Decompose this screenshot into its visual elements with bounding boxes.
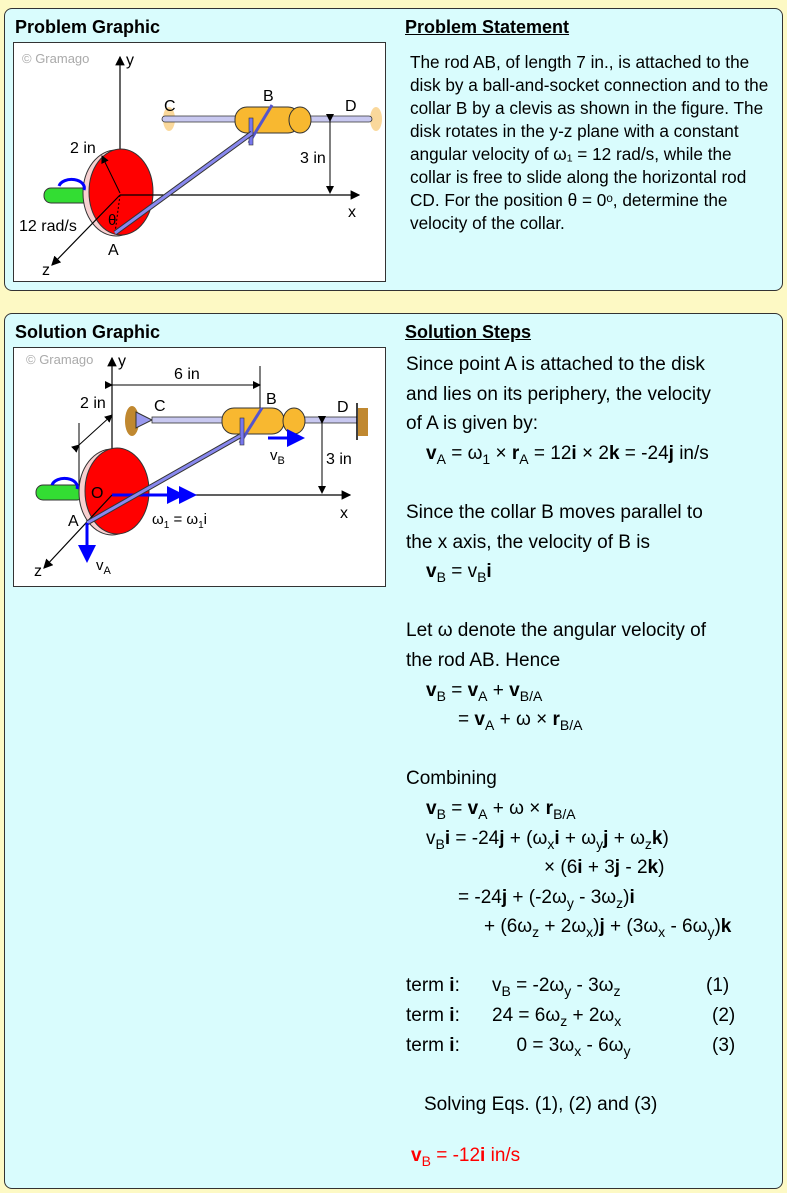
math-segment: i <box>486 561 492 583</box>
math-segment: 1 <box>482 450 491 467</box>
solution-steps <box>406 350 781 1171</box>
math-segment: : <box>454 1034 460 1056</box>
math-segment: B <box>501 983 511 1000</box>
final-answer <box>406 1141 781 1171</box>
math-segment: k <box>647 857 659 879</box>
math-segment: j <box>603 827 609 849</box>
problem-figure <box>14 43 385 281</box>
math-segment: - 3ω <box>573 886 617 908</box>
label-d: D <box>345 98 357 115</box>
z-label: z <box>42 262 50 279</box>
math-segment: v <box>509 679 520 701</box>
math-segment: i <box>571 442 577 464</box>
step-text: Let ω denote the angular velocity of <box>406 620 707 642</box>
math-segment: + ω × <box>494 709 553 731</box>
vb-label: $v_B$ <box>270 447 285 467</box>
math-segment: B/A <box>519 687 543 704</box>
math-segment: + 2ω <box>539 916 587 938</box>
z-label: z <box>34 563 42 580</box>
math-segment: in/s <box>485 1145 521 1167</box>
math-segment: y <box>596 835 604 852</box>
math-segment: i <box>554 827 560 849</box>
math-segment: A <box>519 450 529 467</box>
math-segment: i <box>480 1145 486 1167</box>
math-segment: v <box>467 679 479 701</box>
math-segment: j <box>499 827 505 849</box>
math-segment: j <box>668 442 674 464</box>
term-equation-2: term i: $24 = 6\omega_z + 2\omega_x$ (2) <box>406 1005 736 1030</box>
math-segment: = ω <box>445 442 483 464</box>
y-label: y <box>118 353 126 370</box>
math-segment: r <box>545 797 554 819</box>
math-segment: term <box>406 1034 450 1056</box>
math-segment: k <box>608 442 620 464</box>
math-segment: x <box>586 924 594 941</box>
watermark: © Gramago <box>22 51 90 66</box>
math-segment: A <box>478 805 488 822</box>
math-segment: ) <box>658 857 665 879</box>
math-segment: r <box>552 709 560 731</box>
math-segment: : <box>454 975 460 997</box>
math-segment: i <box>449 975 455 997</box>
solution-graphic <box>13 347 386 587</box>
radius-label: 2 in <box>70 140 96 157</box>
math-segment: j <box>614 857 621 879</box>
math-segment: = -24 <box>619 442 669 464</box>
math-segment: i <box>577 857 583 879</box>
step-text: and lies on its periphery, the velocity <box>406 383 711 405</box>
math-segment: z <box>644 835 652 852</box>
step-text: Combining <box>406 768 497 790</box>
math-segment: ) <box>714 916 721 938</box>
solution-figure <box>14 348 385 586</box>
omega1-label: $\omega_1 = \omega_1i$ <box>152 511 207 531</box>
math-segment: = <box>445 679 468 701</box>
equation-va <box>406 439 781 469</box>
math-segment: v <box>474 709 485 731</box>
step-text: the x axis, the velocity of B is <box>406 531 650 553</box>
y-label: y <box>126 52 134 69</box>
math-segment: = -24 <box>458 886 502 908</box>
math-segment: - 6ω <box>665 916 708 938</box>
math-segment: y <box>566 894 574 911</box>
problem-statement-title: Problem Statement <box>405 17 570 37</box>
problem-panel <box>4 8 783 291</box>
solution-panel <box>4 313 783 1189</box>
equation-expanded <box>406 824 781 854</box>
x-dimension-label: 6 in <box>174 366 200 383</box>
math-segment: B/A <box>553 805 576 822</box>
math-segment: v <box>426 442 437 464</box>
term-equation-3: term i: $0 = 3\omega_x - 6\omega_y$ (3) <box>406 1034 736 1059</box>
label-b: B <box>266 391 277 408</box>
math-segment: v <box>426 797 437 819</box>
equation-vb <box>406 557 781 587</box>
math-segment: = -24 <box>450 827 500 849</box>
math-segment: = <box>445 797 468 819</box>
term-equation-1: term i: $v_B = -2\omega_y - 3\omega_z$ (1) <box>406 975 730 1000</box>
math-segment: = -12 <box>430 1145 481 1167</box>
math-segment: = -2ω <box>510 975 565 997</box>
math-segment: y <box>564 983 572 1000</box>
math-segment: y <box>623 1042 631 1059</box>
math-segment: + 2ω <box>567 1005 615 1027</box>
label-o: O <box>91 485 104 502</box>
math-segment: B <box>421 1153 431 1170</box>
equation-relative-velocity <box>406 676 781 706</box>
math-segment: y <box>707 924 715 941</box>
math-segment: + (3ω <box>604 916 659 938</box>
disk <box>89 149 153 235</box>
math-segment: + ω <box>608 827 645 849</box>
equation-result-2 <box>406 912 781 942</box>
problem-graphic <box>13 42 386 282</box>
theta-label: θ <box>108 212 117 229</box>
label-d: D <box>337 399 349 416</box>
math-segment: = <box>458 709 475 731</box>
math-segment: + ω × <box>487 797 546 819</box>
step-text: Solving Eqs. (1), (2) and (3) <box>424 1093 658 1115</box>
solution-steps-title: Solution Steps <box>405 322 531 342</box>
math-segment: B <box>435 835 445 852</box>
math-segment: B <box>436 687 446 704</box>
math-segment: ) <box>593 916 600 938</box>
math-segment: A <box>484 717 495 734</box>
problem-graphic-title: Problem Graphic <box>15 17 161 37</box>
math-segment: - 2 <box>620 857 648 879</box>
math-segment: in/s <box>673 442 709 464</box>
x-label: x <box>348 204 356 221</box>
math-segment: + ω <box>559 827 597 849</box>
math-segment: : <box>454 1005 460 1027</box>
math-segment: ) <box>623 886 630 908</box>
ball-joint-c <box>136 412 152 428</box>
math-segment: 24 = 6ω <box>492 1005 561 1027</box>
math-segment: z <box>616 894 624 911</box>
equation-result-1 <box>406 883 781 913</box>
math-segment: + (6ω <box>484 916 533 938</box>
math-segment: term <box>406 975 450 997</box>
x-label: x <box>340 505 348 522</box>
math-segment: k <box>651 827 663 849</box>
math-segment: = 12 <box>528 442 572 464</box>
math-segment: × <box>490 442 512 464</box>
math-segment: z <box>532 924 540 941</box>
label-a: A <box>68 513 79 530</box>
math-segment: + <box>487 679 510 701</box>
math-segment: v <box>426 679 437 701</box>
math-segment: z <box>613 983 621 1000</box>
math-segment: ) <box>662 827 669 849</box>
height-label: 3 in <box>326 451 352 468</box>
math-segment: term <box>406 1005 450 1027</box>
math-segment: z <box>560 1013 568 1030</box>
math-segment: × (6 <box>544 857 578 879</box>
equation-cross <box>406 853 781 883</box>
math-segment: A <box>436 450 446 467</box>
math-segment: v <box>492 975 502 997</box>
step-text: Since the collar B moves parallel to <box>406 501 703 523</box>
step-text: of A is given by: <box>406 413 539 435</box>
math-segment: i <box>629 886 635 908</box>
z-dimension <box>79 415 112 445</box>
va-label: $v_A$ <box>96 557 111 577</box>
math-segment: i <box>449 1005 455 1027</box>
math-segment: j <box>501 886 508 908</box>
math-segment: x <box>658 924 666 941</box>
math-segment: - 3ω <box>571 975 614 997</box>
math-segment: v <box>411 1145 422 1167</box>
math-segment: - 6ω <box>581 1034 624 1056</box>
math-segment: v <box>426 561 437 583</box>
math-segment: + (ω <box>504 827 548 849</box>
label-c: C <box>164 98 176 115</box>
math-segment: A <box>478 687 488 704</box>
z-dimension-label: 2 in <box>80 395 106 412</box>
solution-graphic-title: Solution Graphic <box>15 322 161 342</box>
math-segment: B <box>477 569 487 586</box>
problem-statement: The rod AB, of length 7 in., is attached to the disk by a ball-and-socket connection and to the collar B by a clevis as shown in the figure. The disk rotates in the y-z plane with a constant angular velocity of ω₁ = 12 rad/s, while the collar is free to slide along the horizontal rod CD. For the position θ = 0ᵒ, determine the velocity of the collar. <box>410 52 769 233</box>
label-a: A <box>108 242 119 259</box>
math-segment: + (-2ω <box>507 886 567 908</box>
step-text: the rod AB. Hence <box>406 649 561 671</box>
math-segment: i <box>449 1034 455 1056</box>
equation-relative-velocity-2 <box>406 705 781 735</box>
math-segment: x <box>547 835 555 852</box>
math-segment: B <box>436 569 446 586</box>
math-segment: × 2 <box>576 442 609 464</box>
math-segment: 0 = 3ω <box>506 1034 575 1056</box>
math-segment: r <box>511 442 520 464</box>
math-segment: j <box>599 916 605 938</box>
watermark: © Gramago <box>26 352 94 367</box>
equation-combined <box>406 794 781 824</box>
math-segment: + 3 <box>582 857 615 879</box>
math-segment: B/A <box>559 717 583 734</box>
step-text: Since point A is attached to the disk <box>406 354 705 375</box>
math-segment: x <box>614 1013 622 1030</box>
label-b: B <box>263 88 274 105</box>
omega-label: 12 rad/s <box>19 218 77 235</box>
math-segment: v <box>467 797 479 819</box>
math-segment: = v <box>445 561 478 583</box>
math-segment: v <box>426 827 436 849</box>
math-segment: i <box>444 827 451 849</box>
math-segment: B <box>436 805 446 822</box>
math-segment: x <box>574 1042 582 1059</box>
height-label: 3 in <box>300 150 326 167</box>
label-c: C <box>154 398 166 415</box>
math-segment: k <box>720 916 732 938</box>
